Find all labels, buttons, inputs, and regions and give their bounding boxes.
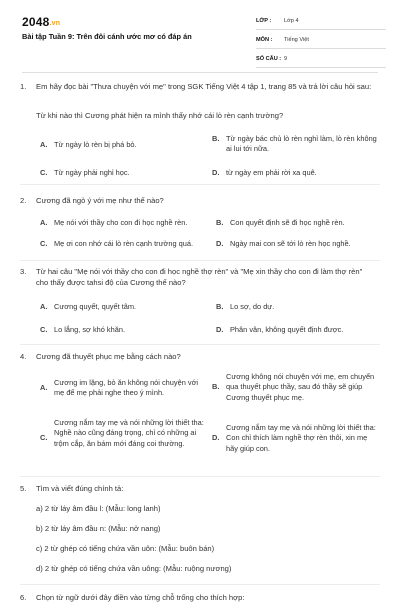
answer-item-d: d) 2 từ ghép có tiếng chứa vần uông: (Mẫu: ruộng nương): [36, 564, 232, 573]
meta-label: MÔN :: [256, 36, 273, 43]
option-letter: C.: [40, 325, 48, 334]
meta-info: [256, 14, 386, 71]
option-text: Từ ngày lò rèn bị phá bỏ.: [54, 140, 137, 149]
page-title: Bài tập Tuần 9: Trên đôi cánh ước mơ có đáp án: [22, 32, 192, 41]
option-d[interactable]: [212, 423, 380, 454]
question-divider: [20, 476, 380, 477]
option-c[interactable]: [40, 325, 212, 335]
option-letter: D.: [212, 168, 220, 177]
logo-text: 2048: [22, 15, 50, 29]
header-divider: [22, 72, 378, 73]
option-text: từ ngày em phải rời xa quê.: [226, 168, 317, 177]
option-text: Cương nắm tay mẹ và nói những lời thiết tha: Con chỉ thích làm nghề thợ rèn thôi, xin mẹ hãy giúp con.: [226, 423, 376, 453]
option-c[interactable]: [40, 418, 208, 449]
question-4: [20, 352, 382, 472]
option-d[interactable]: [216, 325, 380, 335]
meta-value: 9: [284, 55, 288, 62]
question-divider: [20, 344, 380, 345]
meta-value: Tiếng Việt: [284, 36, 309, 43]
option-text: Cương nắm tay mẹ và nói những lời thiết tha: Nghề nào cũng đáng trọng, chỉ có những ai trộm cắp, ăn bám mới đáng coi thường.: [54, 418, 204, 448]
option-text: Con quyết định sẽ đi học nghề rèn.: [230, 218, 345, 227]
option-letter: A.: [40, 383, 48, 392]
meta-row-subject: [256, 33, 386, 49]
option-c[interactable]: [40, 239, 216, 249]
question-number: 1.: [20, 82, 27, 91]
question-number: 2.: [20, 196, 27, 205]
meta-row-count: [256, 52, 386, 68]
option-b[interactable]: [212, 372, 380, 403]
meta-label: SỐ CÂU :: [256, 55, 282, 62]
option-c[interactable]: [40, 168, 200, 178]
question-number: 5.: [20, 484, 27, 493]
option-text: Mẹ ơi con nhớ cái lò rèn cạnh trường quá.: [54, 239, 194, 248]
option-letter: B.: [212, 134, 220, 143]
option-letter: A.: [40, 302, 48, 311]
question-divider: [20, 260, 380, 261]
option-a[interactable]: [40, 140, 200, 150]
meta-value: Lớp 4: [284, 17, 299, 24]
option-letter: C.: [40, 168, 48, 177]
question-3: [20, 267, 382, 345]
question-number: 4.: [20, 352, 27, 361]
answer-item-c: c) 2 từ ghép có tiếng chứa vần uôn: (Mẫu: buôn bán): [36, 544, 215, 553]
question-5: [20, 484, 382, 580]
option-letter: D.: [216, 239, 224, 248]
option-letter: B.: [216, 302, 224, 311]
question-divider: [20, 184, 380, 185]
option-letter: A.: [40, 218, 48, 227]
question-text: Tìm và viết đúng chính tả:: [36, 484, 124, 493]
question-text: Cương đã thuyết phục mẹ bằng cách nào?: [36, 352, 181, 361]
option-a[interactable]: [40, 378, 208, 399]
option-text: Ngày mai con sẽ tới lò rèn học nghề.: [230, 239, 351, 248]
question-number: 3.: [20, 267, 27, 276]
option-text: Từ ngày phải nghỉ học.: [54, 168, 130, 177]
option-text: Từ ngày bác chủ lò rèn nghỉ làm, lò rèn không ai lui tới nữa.: [226, 134, 377, 154]
question-2: [20, 196, 382, 258]
page-header: [0, 0, 400, 70]
option-b[interactable]: [216, 302, 380, 312]
option-letter: C.: [40, 433, 48, 442]
option-d[interactable]: [212, 168, 380, 178]
option-text: Cương quyết, quyết tâm.: [54, 302, 137, 311]
question-text: Cương đã ngỏ ý với mẹ như thế nào?: [36, 196, 164, 205]
option-text: Lo sợ, do dự.: [230, 302, 275, 311]
option-text: Cương không nói chuyện với mẹ, em chuyển qua thuyết phục thầy, sau đó thầy sẽ giúp Cương thuyết phục mẹ.: [226, 372, 375, 402]
question-text: Từ hai câu "Mẹ nói với thầy cho con đi học nghề thợ rèn" và "Mẹ xin thầy cho con đi làm thợ rèn" cho thấy được tahsi độ của Cương thế nào?: [36, 267, 363, 287]
question-1: [20, 82, 382, 192]
question-subtext: Từ khi nào thì Cương phát hiện ra mình thấy nhớ cái lò rèn cạnh trường?: [36, 111, 284, 120]
option-b[interactable]: [212, 134, 380, 155]
option-d[interactable]: [216, 239, 380, 249]
question-number: 6.: [20, 593, 27, 602]
meta-row-class: [256, 14, 386, 30]
option-a[interactable]: [40, 302, 212, 312]
option-b[interactable]: [216, 218, 380, 228]
question-text: Chọn từ ngữ dưới đây điền vào từng chỗ trống cho thích hợp:: [36, 593, 245, 602]
option-a[interactable]: [40, 218, 212, 228]
option-text: Lo lắng, sợ khó khăn.: [54, 325, 125, 334]
question-6: [20, 593, 382, 605]
option-letter: C.: [40, 239, 48, 248]
answer-item-b: b) 2 từ láy âm đầu n: (Mẫu: nở nang): [36, 524, 161, 533]
site-logo[interactable]: [22, 14, 60, 31]
option-letter: A.: [40, 140, 48, 149]
option-letter: D.: [216, 325, 224, 334]
option-text: Mẹ nói với thầy cho con đi học nghề rèn.: [54, 218, 188, 227]
question-divider: [20, 584, 380, 585]
question-text: Em hãy đọc bài "Thưa chuyện với mẹ" trong SGK Tiếng Việt 4 tập 1, trang 85 và trả lời câu hỏi sau:: [36, 82, 372, 91]
option-letter: B.: [216, 218, 224, 227]
option-letter: B.: [212, 382, 220, 391]
logo-suffix: .vn: [49, 20, 61, 27]
answer-item-a: a) 2 từ láy âm đầu l: (Mẫu: long lanh): [36, 504, 161, 513]
meta-label: LỚP :: [256, 17, 272, 24]
option-text: Cương im lặng, bỏ ăn không nói chuyện với mẹ để mẹ phải nghe theo ý mình.: [54, 378, 199, 398]
option-letter: D.: [212, 433, 220, 442]
option-text: Phân vân, không quyết định được.: [230, 325, 344, 334]
